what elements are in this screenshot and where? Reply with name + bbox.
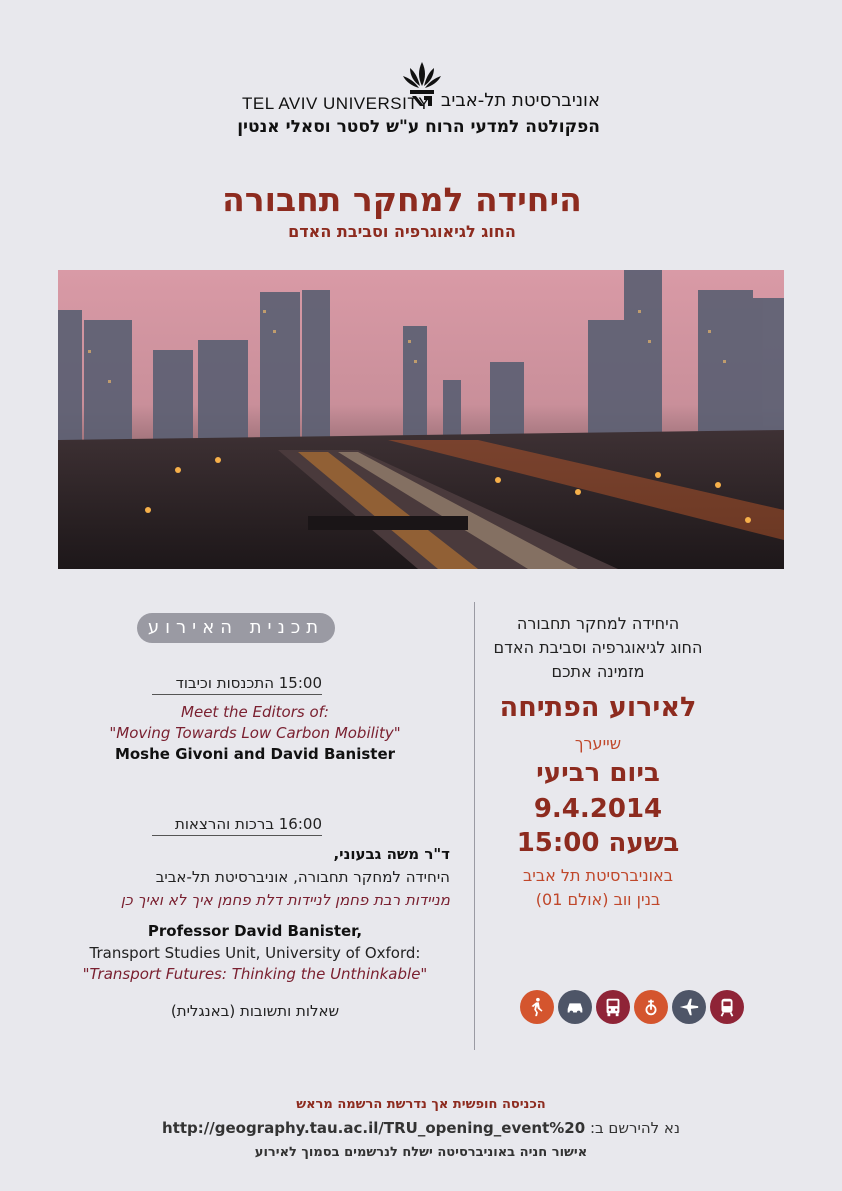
unit-title: היחידה למחקר תחבורה <box>222 180 582 219</box>
speaker-2-affiliation: Transport Studies Unit, University of Oxford: <box>89 944 421 962</box>
bicycle-icon <box>634 990 668 1024</box>
qa-session: שאלות ותשובות (באנגלית) <box>170 1002 340 1020</box>
faculty-name: הפקולטה למדעי הרוח ע"ש לסטר וסאלי אנטין <box>237 117 600 137</box>
bus-icon <box>596 990 630 1024</box>
speaker-1-affiliation: היחידה למחקר תחבורה, אוניברסיטת תל-אביב <box>155 868 450 886</box>
invite-line-2: החוג לגיאוגרפיה וסביבת האדם <box>493 638 703 657</box>
book-editors: Moshe Givoni and David Banister <box>114 745 396 763</box>
parking-note: אישור חניה באוניברסיטה ישלח לנרשמים בסמוך לאירוע <box>254 1145 588 1160</box>
free-entry-note: הכניסה חופשית אך נדרשת הרשמה מראש <box>296 1097 546 1112</box>
university-header <box>230 60 610 140</box>
venue-line-2: בנין ווב (אולם 01) <box>535 890 661 909</box>
meet-editors-line: Meet the Editors of: <box>181 703 329 721</box>
car-icon <box>558 990 592 1024</box>
transport-icons-row <box>520 990 750 1026</box>
train-icon <box>710 990 744 1024</box>
speaker-1-talk: מניידות רבת פחמן לניידות דלת פחמן איך לא ואיך כן <box>120 891 450 909</box>
invite-line-3: מזמינה אתכם <box>551 662 645 681</box>
program-label: תכנית האירוע <box>137 613 335 643</box>
program-time-2: 16:00 ברכות והרצאות <box>152 815 322 836</box>
event-day: ביום רביעי <box>536 758 660 788</box>
registration-url[interactable]: http://geography.tau.ac.il/TRU_opening_event%20 <box>162 1119 586 1137</box>
program-time-1: 15:00 התכנסות וכיבוד <box>152 674 322 695</box>
pedestrian-icon <box>520 990 554 1024</box>
registration-line <box>0 1119 842 1137</box>
university-name-en: TEL AVIV UNIVERSITY <box>242 94 431 113</box>
speaker-2-talk: "Transport Futures: Thinking the Unthinkable" <box>82 965 428 983</box>
venue-line-1: באוניברסיטת תל אביב <box>523 866 673 885</box>
university-name-he: אוניברסיטת תל-אביב <box>440 90 600 111</box>
will-be-held: שייערך <box>574 734 622 753</box>
department-name: החוג לגיאוגרפיה וסביבת האדם <box>288 222 516 241</box>
invite-line-1: היחידה למחקר תחבורה <box>516 614 680 633</box>
book-title: "Moving Towards Low Carbon Mobility" <box>109 724 401 742</box>
airplane-icon <box>672 990 706 1024</box>
registration-prefix: נא להירשם ב: <box>589 1119 680 1137</box>
event-time: בשעה 15:00 <box>516 828 680 858</box>
speaker-2-name: Professor David Banister, <box>147 922 363 940</box>
event-date: 9.4.2014 <box>533 794 663 824</box>
opening-event-title: לאירוע הפתיחה <box>499 692 697 723</box>
city-skyline-photo <box>58 270 784 569</box>
speaker-1-name: ד"ר משה גבעוני, <box>333 845 450 863</box>
